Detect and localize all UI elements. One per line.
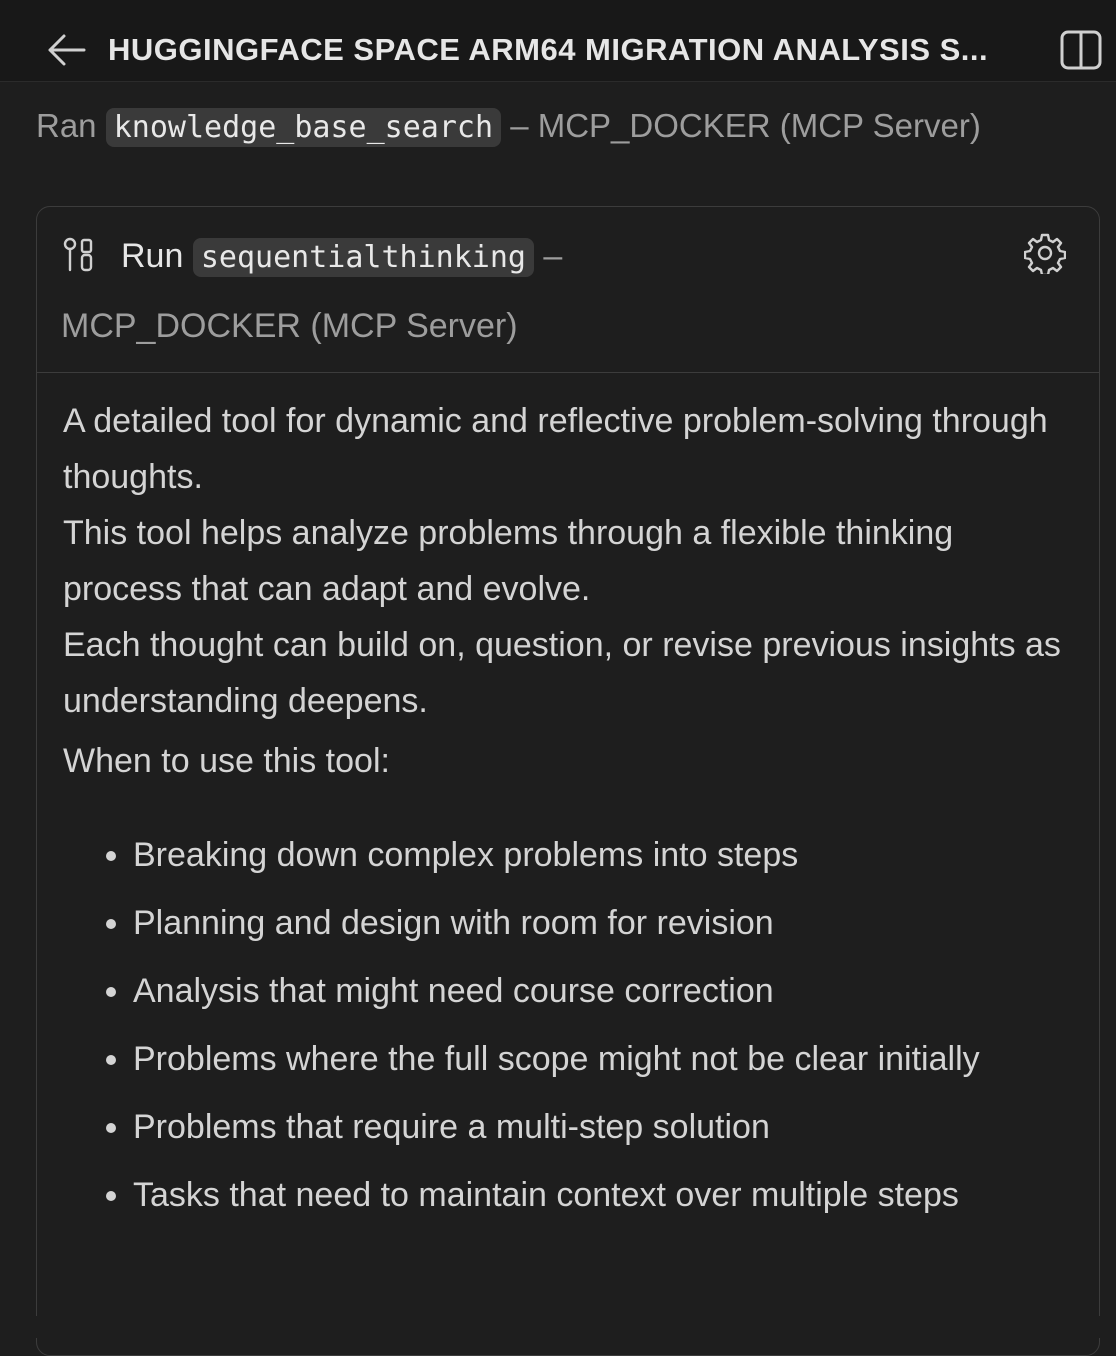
toggle-panel-button[interactable] xyxy=(1058,28,1104,72)
page-title: HUGGINGFACE SPACE ARM64 MIGRATION ANALYSIS S... xyxy=(108,32,989,67)
title-bar xyxy=(0,0,1116,82)
use-cases-list xyxy=(63,827,1073,1223)
list-item: • Breaking down complex problems into steps xyxy=(133,827,1073,883)
server-name: MCP_DOCKER (MCP Server) xyxy=(61,307,518,345)
ran-label: Ran xyxy=(36,107,97,144)
card-header xyxy=(37,207,1099,373)
back-button[interactable] xyxy=(44,30,88,70)
list-item: • Planning and design with room for revision xyxy=(133,895,1073,951)
run-dash: – xyxy=(543,237,563,275)
when-to-use-heading: When to use this tool: xyxy=(63,742,390,780)
run-label: Run xyxy=(121,237,184,275)
list-item: • Problems where the full scope might not be clear initially xyxy=(133,1031,1073,1087)
tool-description xyxy=(63,393,1073,1235)
description-line: This tool helps analyze problems through a flexible thinking process that can adapt and evolve. xyxy=(63,514,954,608)
run-tool-name: sequentialthinking xyxy=(193,238,534,277)
list-item: • Problems that require a multi-step solution xyxy=(133,1099,1073,1155)
scroll-clip xyxy=(0,1316,1116,1338)
settings-button[interactable] xyxy=(1021,229,1069,277)
gear-icon xyxy=(1024,232,1066,274)
ran-server: – MCP_DOCKER (MCP Server) xyxy=(510,107,981,144)
arrow-left-icon xyxy=(46,32,86,68)
ran-tool-line xyxy=(36,104,981,150)
list-item: • Analysis that might need course correction xyxy=(133,963,1073,1019)
tool-confirmation-card xyxy=(36,206,1100,1356)
description-line: A detailed tool for dynamic and reflective problem-solving through thoughts. xyxy=(63,402,1048,496)
ran-tool-name: knowledge_base_search xyxy=(106,108,501,147)
split-panel-icon xyxy=(1060,30,1102,70)
tools-icon xyxy=(61,237,97,273)
list-item: • Tasks that need to maintain context over multiple steps xyxy=(133,1167,1073,1223)
run-tool-line xyxy=(121,233,562,281)
description-line: Each thought can build on, question, or revise previous insights as understanding deepens. xyxy=(63,626,1061,720)
